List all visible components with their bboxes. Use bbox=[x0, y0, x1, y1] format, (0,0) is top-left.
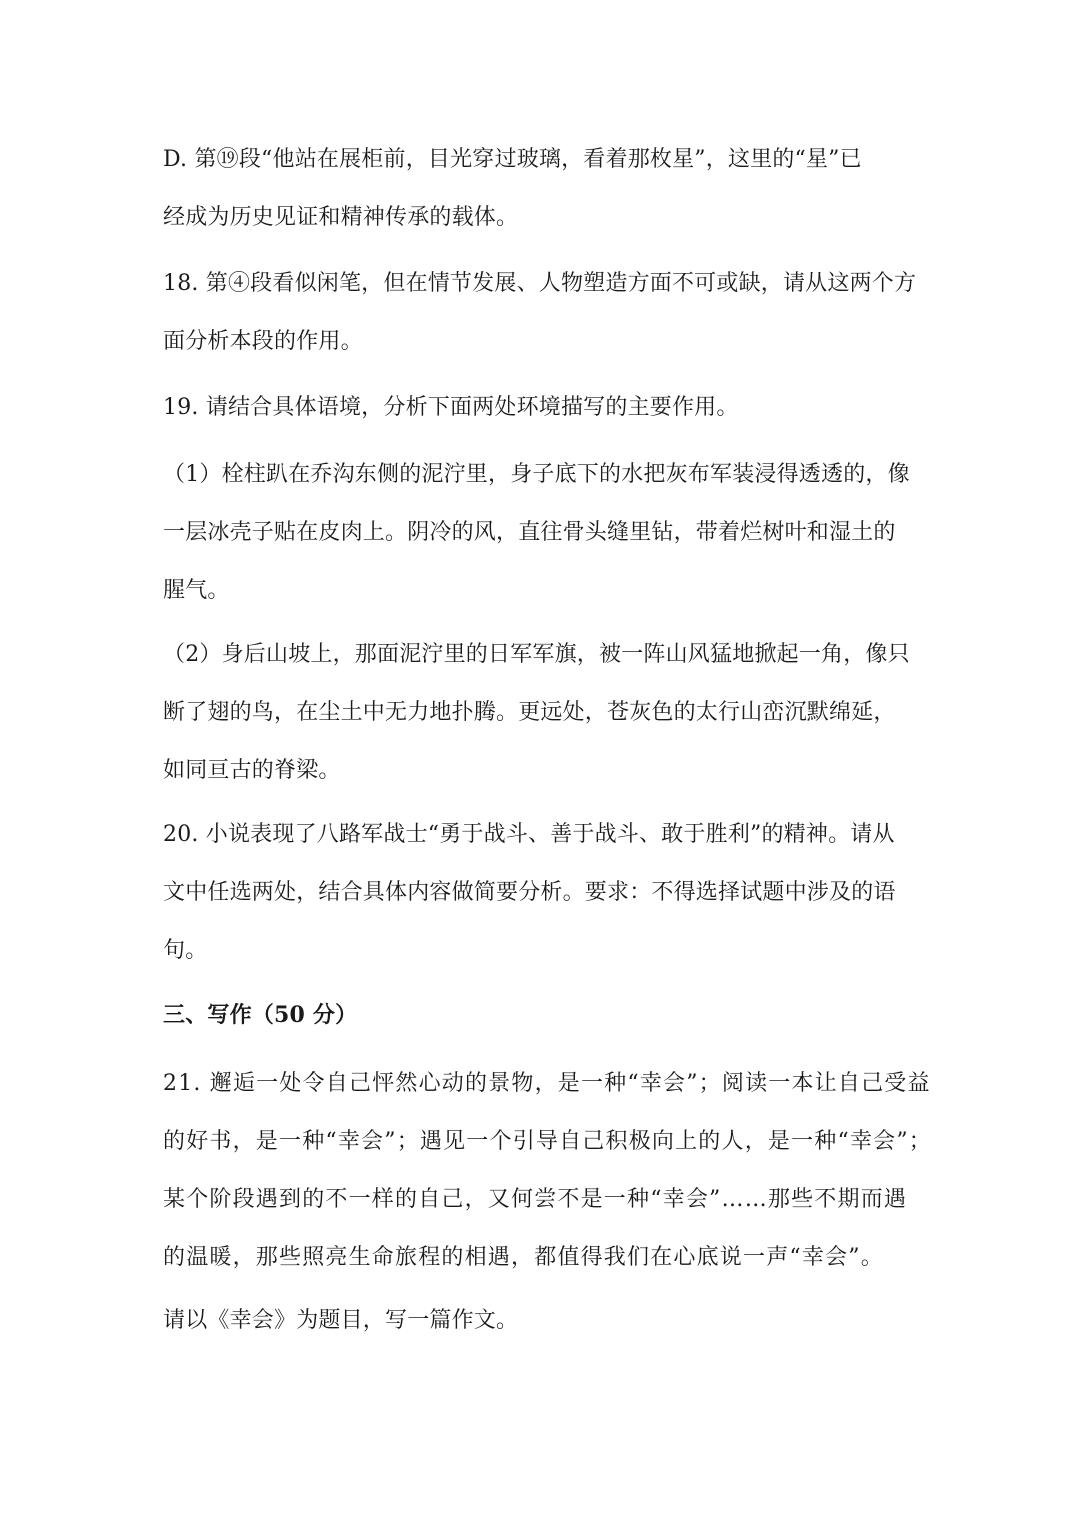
question-18 bbox=[163, 255, 919, 371]
text-line: 的温暖，那些照亮生命旅程的相遇，都值得我们在心底说一声“幸会”。 bbox=[163, 1245, 884, 1270]
text-line: 句。 bbox=[163, 938, 208, 963]
question-19 bbox=[163, 379, 919, 437]
question-21-prompt bbox=[163, 1292, 919, 1350]
text-line: 19. 请结合具体语境，分析下面两处环境描写的主要作用。 bbox=[163, 395, 739, 420]
question-21 bbox=[163, 1055, 932, 1287]
text-line: D. 第⑲段“他站在展柜前，目光穿过玻璃，看着那枚星”，这里的“星”已 bbox=[163, 147, 862, 172]
text-line: （1）栓柱趴在乔沟东侧的泥泞里，身子底下的水把灰布军装浸得透透的，像 bbox=[163, 462, 910, 487]
text-line: 一层冰壳子贴在皮肉上。阴冷的风，直往骨头缝里钻，带着烂树叶和湿土的 bbox=[163, 520, 896, 545]
text-line: 某个阶段遇到的不一样的自己，又何尝不是一种“幸会”……那些不期而遇 bbox=[163, 1187, 908, 1212]
text-line: 18. 第④段看似闲笔，但在情节发展、人物塑造方面不可或缺，请从这两个方 bbox=[163, 271, 917, 296]
text-line: 如同亘古的脊梁。 bbox=[163, 758, 341, 783]
question-20 bbox=[163, 806, 919, 980]
text-line: 21. 邂逅一处令自己怦然心动的景物，是一种“幸会”；阅读一本让自己受益 bbox=[163, 1071, 931, 1096]
text-line: 面分析本段的作用。 bbox=[163, 329, 363, 354]
question-19-part-1 bbox=[163, 446, 919, 620]
text-line: 的好书，是一种“幸会”；遇见一个引导自己积极向上的人，是一种“幸会”； bbox=[163, 1129, 932, 1154]
option-d bbox=[163, 131, 919, 247]
section-3-heading bbox=[163, 986, 919, 1044]
text-line: 请以《幸会》为题目，写一篇作文。 bbox=[163, 1308, 519, 1333]
text-line: 20. 小说表现了八路军战士“勇于战斗、善于战斗、敢于胜利”的精神。请从 bbox=[163, 822, 895, 847]
question-19-part-2 bbox=[163, 626, 919, 800]
text-line: 文中任选两处，结合具体内容做简要分析。要求：不得选择试题中涉及的语 bbox=[163, 880, 896, 905]
text-line: 腥气。 bbox=[163, 578, 230, 603]
text-line: 断了翅的鸟，在尘土中无力地扑腾。更远处，苍灰色的太行山峦沉默绵延， bbox=[163, 700, 896, 725]
text-line: （2）身后山坡上，那面泥泞里的日军军旗，被一阵山风猛地掀起一角，像只 bbox=[163, 642, 910, 667]
text-line: 三、写作（50 分） bbox=[163, 1002, 358, 1028]
text-line: 经成为历史见证和精神传承的载体。 bbox=[163, 205, 519, 230]
